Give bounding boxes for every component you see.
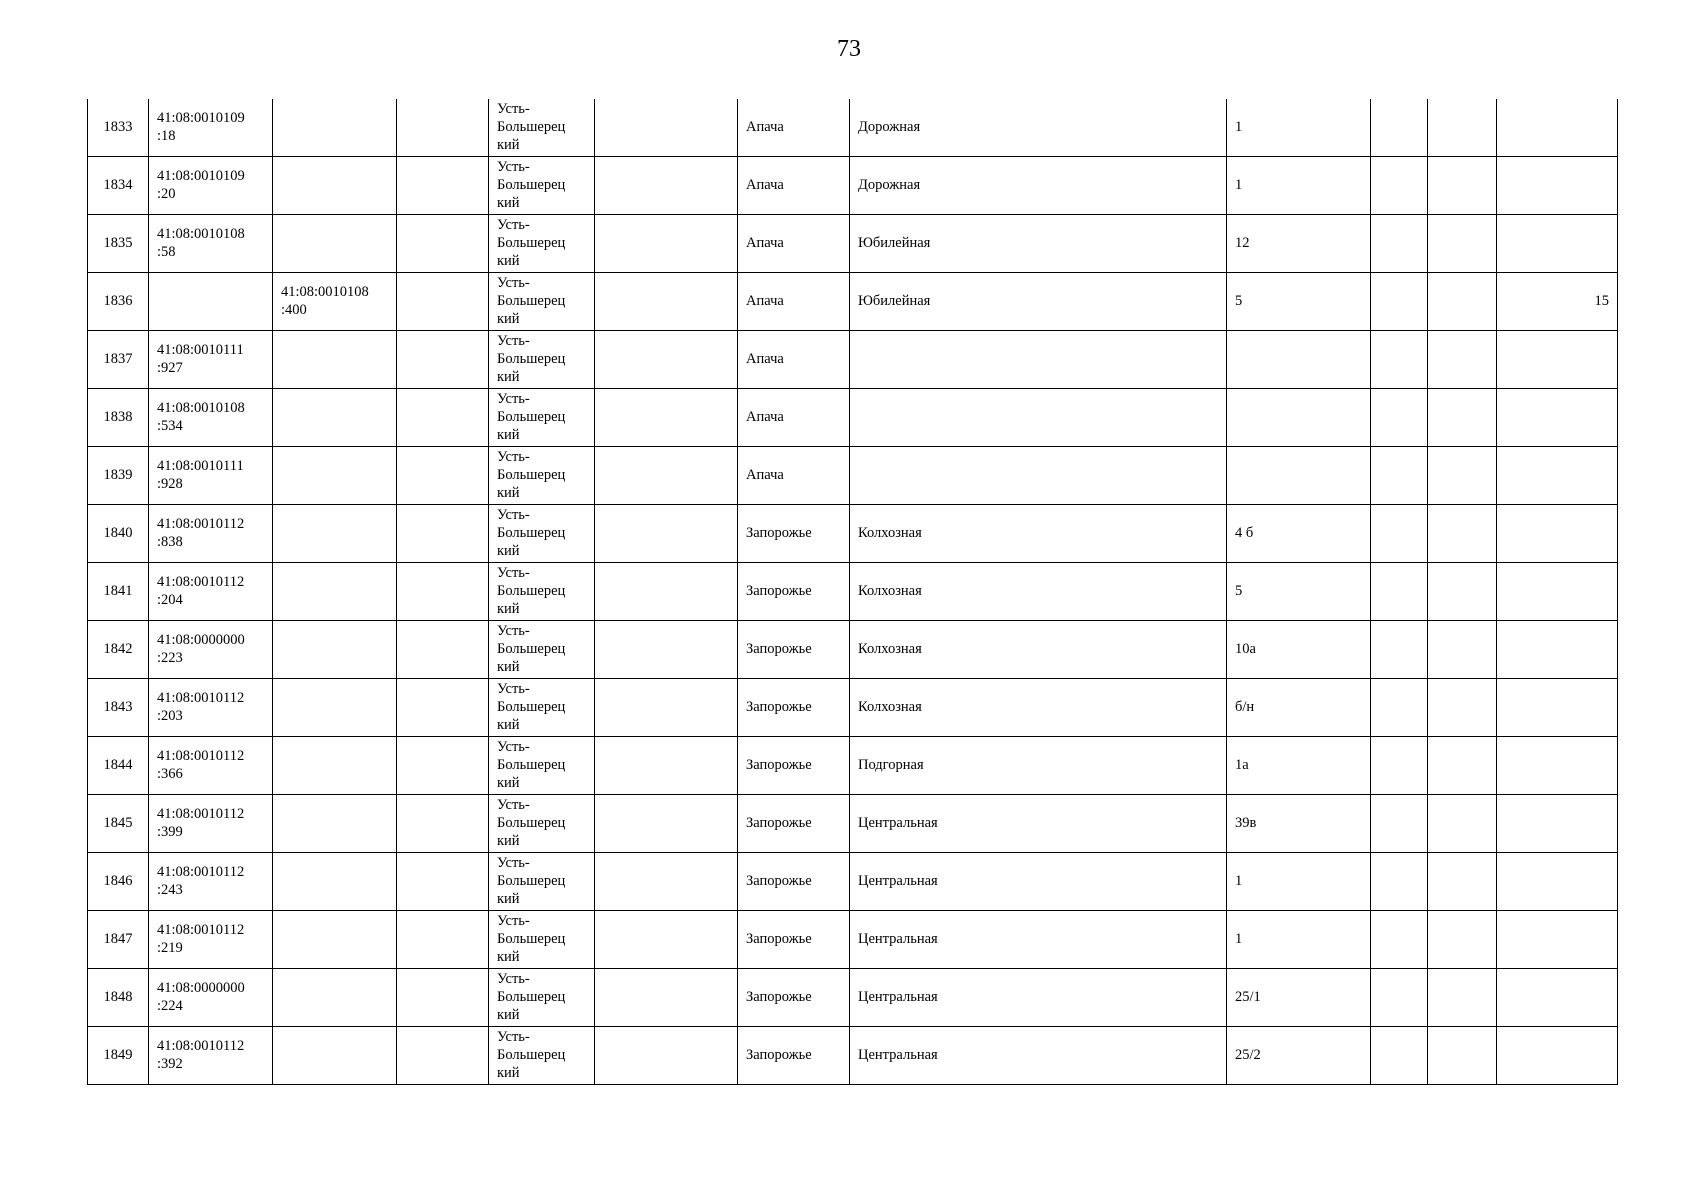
cadastral-number: 41:08:0000000 :224 [149, 969, 273, 1027]
street: Колхозная [850, 563, 1227, 621]
extra-value [1497, 795, 1618, 853]
empty-cell [397, 621, 489, 679]
empty-cell [397, 273, 489, 331]
cadastral-number-alt [273, 621, 397, 679]
district: Усть- Большерец кий [489, 795, 595, 853]
empty-cell [595, 447, 738, 505]
row-number: 1848 [88, 969, 149, 1027]
table-row [88, 99, 1618, 157]
cadastral-number [149, 273, 273, 331]
row-number: 1847 [88, 911, 149, 969]
table-row [88, 447, 1618, 505]
locality: Запорожье [738, 911, 850, 969]
cadastral-number: 41:08:0010112 :399 [149, 795, 273, 853]
extra-value [1497, 215, 1618, 273]
locality: Запорожье [738, 853, 850, 911]
cadastral-number-alt [273, 505, 397, 563]
street: Центральная [850, 795, 1227, 853]
locality: Апача [738, 389, 850, 447]
district: Усть- Большерец кий [489, 389, 595, 447]
table-row [88, 157, 1618, 215]
row-number: 1835 [88, 215, 149, 273]
locality: Запорожье [738, 563, 850, 621]
house-number: 5 [1227, 563, 1371, 621]
empty-cell [595, 505, 738, 563]
table-row [88, 331, 1618, 389]
house-number: 4 б [1227, 505, 1371, 563]
locality: Запорожье [738, 621, 850, 679]
cadastral-number: 41:08:0010111 :928 [149, 447, 273, 505]
district: Усть- Большерец кий [489, 215, 595, 273]
empty-cell [595, 969, 738, 1027]
street [850, 389, 1227, 447]
street: Дорожная [850, 99, 1227, 157]
house-number: 1 [1227, 99, 1371, 157]
empty-cell [1371, 505, 1428, 563]
empty-cell [595, 331, 738, 389]
locality: Запорожье [738, 969, 850, 1027]
row-number: 1849 [88, 1027, 149, 1085]
empty-cell [397, 737, 489, 795]
empty-cell [397, 215, 489, 273]
empty-cell [397, 853, 489, 911]
extra-value [1497, 331, 1618, 389]
cadastral-number: 41:08:0010112 :838 [149, 505, 273, 563]
row-number: 1845 [88, 795, 149, 853]
empty-cell [1428, 911, 1497, 969]
street: Юбилейная [850, 215, 1227, 273]
cadastral-number: 41:08:0010112 :366 [149, 737, 273, 795]
locality: Запорожье [738, 737, 850, 795]
empty-cell [595, 273, 738, 331]
empty-cell [1428, 1027, 1497, 1085]
empty-cell [1371, 621, 1428, 679]
row-number: 1834 [88, 157, 149, 215]
table-row [88, 795, 1618, 853]
empty-cell [1371, 1027, 1428, 1085]
row-number: 1842 [88, 621, 149, 679]
extra-value [1497, 853, 1618, 911]
empty-cell [1371, 99, 1428, 157]
empty-cell [1428, 737, 1497, 795]
empty-cell [1371, 737, 1428, 795]
district: Усть- Большерец кий [489, 679, 595, 737]
street: Центральная [850, 911, 1227, 969]
house-number [1227, 447, 1371, 505]
district: Усть- Большерец кий [489, 273, 595, 331]
house-number: 1 [1227, 911, 1371, 969]
cadastral-number: 41:08:0010108 :534 [149, 389, 273, 447]
empty-cell [1428, 679, 1497, 737]
empty-cell [397, 969, 489, 1027]
street: Колхозная [850, 505, 1227, 563]
house-number: б/н [1227, 679, 1371, 737]
street: Центральная [850, 853, 1227, 911]
table-row [88, 737, 1618, 795]
locality: Апача [738, 215, 850, 273]
empty-cell [595, 389, 738, 447]
empty-cell [595, 563, 738, 621]
street: Юбилейная [850, 273, 1227, 331]
district: Усть- Большерец кий [489, 157, 595, 215]
cadastral-number: 41:08:0010112 :392 [149, 1027, 273, 1085]
empty-cell [1371, 331, 1428, 389]
empty-cell [595, 911, 738, 969]
district: Усть- Большерец кий [489, 99, 595, 157]
district: Усть- Большерец кий [489, 737, 595, 795]
extra-value [1497, 157, 1618, 215]
empty-cell [1428, 795, 1497, 853]
cadastral-number-alt: 41:08:0010108 :400 [273, 273, 397, 331]
empty-cell [1428, 853, 1497, 911]
empty-cell [397, 331, 489, 389]
street: Подгорная [850, 737, 1227, 795]
row-number: 1839 [88, 447, 149, 505]
house-number: 25/1 [1227, 969, 1371, 1027]
street [850, 447, 1227, 505]
empty-cell [1371, 215, 1428, 273]
extra-value [1497, 911, 1618, 969]
table-row [88, 853, 1618, 911]
empty-cell [397, 389, 489, 447]
empty-cell [397, 157, 489, 215]
table-row [88, 273, 1618, 331]
cadastral-number: 41:08:0000000 :223 [149, 621, 273, 679]
empty-cell [595, 679, 738, 737]
locality: Апача [738, 447, 850, 505]
empty-cell [397, 679, 489, 737]
extra-value [1497, 447, 1618, 505]
cadastral-number-alt [273, 853, 397, 911]
cadastral-number: 41:08:0010112 :219 [149, 911, 273, 969]
extra-value [1497, 389, 1618, 447]
empty-cell [595, 99, 738, 157]
empty-cell [397, 505, 489, 563]
cadastral-number: 41:08:0010109 :18 [149, 99, 273, 157]
extra-value [1497, 99, 1618, 157]
empty-cell [1371, 853, 1428, 911]
cadastral-number: 41:08:0010111 :927 [149, 331, 273, 389]
cadastral-number-alt [273, 969, 397, 1027]
street [850, 331, 1227, 389]
table-row [88, 969, 1618, 1027]
district: Усть- Большерец кий [489, 911, 595, 969]
row-number: 1841 [88, 563, 149, 621]
locality: Запорожье [738, 505, 850, 563]
table-row [88, 215, 1618, 273]
house-number: 1 [1227, 157, 1371, 215]
empty-cell [1371, 679, 1428, 737]
empty-cell [397, 1027, 489, 1085]
empty-cell [1371, 795, 1428, 853]
cadastral-number: 41:08:0010112 :204 [149, 563, 273, 621]
empty-cell [1428, 563, 1497, 621]
empty-cell [595, 737, 738, 795]
empty-cell [397, 99, 489, 157]
district: Усть- Большерец кий [489, 1027, 595, 1085]
extra-value [1497, 563, 1618, 621]
empty-cell [1428, 215, 1497, 273]
cadastral-number-alt [273, 99, 397, 157]
empty-cell [595, 621, 738, 679]
street: Центральная [850, 969, 1227, 1027]
empty-cell [1428, 273, 1497, 331]
street: Дорожная [850, 157, 1227, 215]
register-table-body [88, 99, 1618, 1085]
extra-value [1497, 969, 1618, 1027]
extra-value [1497, 679, 1618, 737]
cadastral-number-alt [273, 563, 397, 621]
street: Колхозная [850, 679, 1227, 737]
locality: Запорожье [738, 795, 850, 853]
empty-cell [1428, 969, 1497, 1027]
cadastral-number-alt [273, 331, 397, 389]
cadastral-number-alt [273, 737, 397, 795]
register-table [87, 99, 1618, 1085]
empty-cell [595, 215, 738, 273]
cadastral-number: 41:08:0010112 :243 [149, 853, 273, 911]
empty-cell [1428, 331, 1497, 389]
house-number: 39в [1227, 795, 1371, 853]
district: Усть- Большерец кий [489, 563, 595, 621]
district: Усть- Большерец кий [489, 969, 595, 1027]
empty-cell [1428, 447, 1497, 505]
street: Центральная [850, 1027, 1227, 1085]
cadastral-number-alt [273, 679, 397, 737]
empty-cell [1371, 447, 1428, 505]
house-number [1227, 389, 1371, 447]
cadastral-number: 41:08:0010109 :20 [149, 157, 273, 215]
row-number: 1833 [88, 99, 149, 157]
row-number: 1840 [88, 505, 149, 563]
extra-value [1497, 621, 1618, 679]
empty-cell [595, 795, 738, 853]
empty-cell [397, 447, 489, 505]
empty-cell [1428, 505, 1497, 563]
cadastral-number-alt [273, 447, 397, 505]
cadastral-number-alt [273, 911, 397, 969]
table-row [88, 563, 1618, 621]
page-number: 73 [837, 36, 861, 62]
row-number: 1844 [88, 737, 149, 795]
house-number: 10а [1227, 621, 1371, 679]
row-number: 1837 [88, 331, 149, 389]
cadastral-number-alt [273, 157, 397, 215]
empty-cell [1371, 389, 1428, 447]
table-row [88, 911, 1618, 969]
empty-cell [595, 157, 738, 215]
cadastral-number: 41:08:0010108 :58 [149, 215, 273, 273]
extra-value [1497, 737, 1618, 795]
street: Колхозная [850, 621, 1227, 679]
house-number: 1 [1227, 853, 1371, 911]
empty-cell [1428, 99, 1497, 157]
house-number [1227, 331, 1371, 389]
empty-cell [1428, 157, 1497, 215]
locality: Запорожье [738, 679, 850, 737]
cadastral-number-alt [273, 795, 397, 853]
district: Усть- Большерец кий [489, 447, 595, 505]
empty-cell [595, 853, 738, 911]
extra-value: 15 [1497, 273, 1618, 331]
district: Усть- Большерец кий [489, 853, 595, 911]
empty-cell [397, 911, 489, 969]
row-number: 1843 [88, 679, 149, 737]
locality: Апача [738, 331, 850, 389]
table-row [88, 679, 1618, 737]
empty-cell [1371, 563, 1428, 621]
extra-value [1497, 505, 1618, 563]
house-number: 5 [1227, 273, 1371, 331]
empty-cell [1428, 621, 1497, 679]
extra-value [1497, 1027, 1618, 1085]
table-row [88, 389, 1618, 447]
empty-cell [397, 795, 489, 853]
locality: Апача [738, 157, 850, 215]
locality: Апача [738, 99, 850, 157]
table-row [88, 621, 1618, 679]
empty-cell [1371, 911, 1428, 969]
district: Усть- Большерец кий [489, 331, 595, 389]
district: Усть- Большерец кий [489, 505, 595, 563]
table-row [88, 1027, 1618, 1085]
locality: Запорожье [738, 1027, 850, 1085]
empty-cell [1371, 273, 1428, 331]
empty-cell [595, 1027, 738, 1085]
row-number: 1846 [88, 853, 149, 911]
empty-cell [1371, 157, 1428, 215]
house-number: 1а [1227, 737, 1371, 795]
locality: Апача [738, 273, 850, 331]
row-number: 1838 [88, 389, 149, 447]
cadastral-number-alt [273, 389, 397, 447]
cadastral-number-alt [273, 1027, 397, 1085]
house-number: 12 [1227, 215, 1371, 273]
cadastral-number-alt [273, 215, 397, 273]
empty-cell [1428, 389, 1497, 447]
row-number: 1836 [88, 273, 149, 331]
table-row [88, 505, 1618, 563]
house-number: 25/2 [1227, 1027, 1371, 1085]
empty-cell [1371, 969, 1428, 1027]
district: Усть- Большерец кий [489, 621, 595, 679]
cadastral-number: 41:08:0010112 :203 [149, 679, 273, 737]
empty-cell [397, 563, 489, 621]
